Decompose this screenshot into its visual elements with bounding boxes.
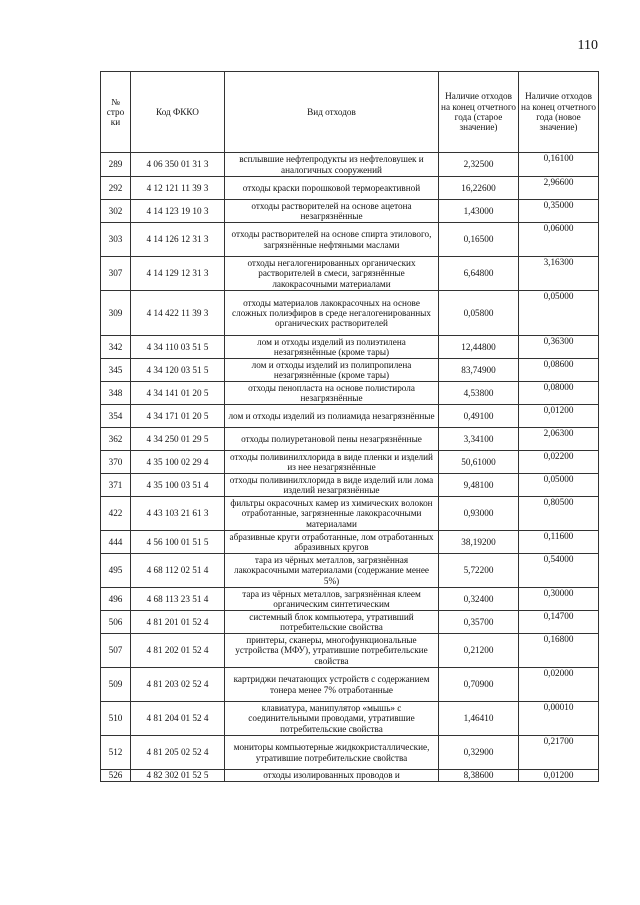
- old-value-cell: 0,32400: [439, 588, 519, 611]
- table-row: [101, 451, 599, 474]
- waste-type-cell: лом и отходы изделий из полиэтилена незагрязнённые (кроме тары): [225, 336, 439, 359]
- old-value-cell: 38,19200: [439, 531, 519, 554]
- new-value-cell: 2,96600: [519, 177, 599, 200]
- fkko-code-cell: 4 81 205 02 52 4: [131, 736, 225, 770]
- row-number-cell: 495: [101, 554, 131, 588]
- new-value-cell: 0,11600: [519, 531, 599, 554]
- fkko-code-cell: 4 14 126 12 31 3: [131, 223, 225, 257]
- waste-table: [100, 71, 599, 782]
- table-row: [101, 153, 599, 177]
- waste-type-cell: принтеры, сканеры, многофункциональные устройства (МФУ), утратившие потребительские свойства: [225, 634, 439, 668]
- fkko-code-cell: 4 14 129 12 31 3: [131, 257, 225, 291]
- row-number-cell: 289: [101, 153, 131, 177]
- waste-type-cell: отходы растворителей на основе ацетона незагрязнённые: [225, 200, 439, 223]
- table-row: [101, 702, 599, 736]
- table-row: [101, 359, 599, 382]
- fkko-code-cell: 4 68 113 23 51 4: [131, 588, 225, 611]
- old-value-cell: 0,21200: [439, 634, 519, 668]
- new-value-cell: 0,02000: [519, 668, 599, 702]
- table-row: [101, 382, 599, 405]
- old-value-cell: 4,53800: [439, 382, 519, 405]
- new-value-cell: 0,01200: [519, 770, 599, 782]
- waste-type-cell: отходы растворителей на основе спирта этилового, загрязнённые нефтяными маслами: [225, 223, 439, 257]
- old-value-cell: 16,22600: [439, 177, 519, 200]
- new-value-cell: 0,16800: [519, 634, 599, 668]
- fkko-code-cell: 4 43 103 21 61 3: [131, 497, 225, 531]
- page-number: 110: [577, 38, 598, 53]
- fkko-code-cell: 4 34 120 03 51 5: [131, 359, 225, 382]
- waste-type-cell: картриджи печатающих устройств с содержанием тонера менее 7% отработанные: [225, 668, 439, 702]
- waste-type-cell: отходы поливинилхлорида в виде изделий или лома изделий незагрязнённые: [225, 474, 439, 497]
- table-row: [101, 223, 599, 257]
- waste-type-cell: системный блок компьютера, утративший потребительские свойства: [225, 611, 439, 634]
- header-type: Вид отходов: [225, 72, 439, 153]
- fkko-code-cell: 4 35 100 02 29 4: [131, 451, 225, 474]
- new-value-cell: 0,80500: [519, 497, 599, 531]
- old-value-cell: 3,34100: [439, 428, 519, 451]
- table-row: [101, 257, 599, 291]
- fkko-code-cell: 4 06 350 01 31 3: [131, 153, 225, 177]
- old-value-cell: 0,35700: [439, 611, 519, 634]
- table-row: [101, 428, 599, 451]
- table-row: [101, 336, 599, 359]
- row-number-cell: 354: [101, 405, 131, 428]
- fkko-code-cell: 4 81 204 01 52 4: [131, 702, 225, 736]
- table-row: [101, 554, 599, 588]
- table-row: [101, 770, 599, 782]
- old-value-cell: 1,43000: [439, 200, 519, 223]
- waste-type-cell: тара из чёрных металлов, загрязнённая лакокрасочными материалами (содержание менее 5%): [225, 554, 439, 588]
- table-body: [101, 153, 599, 782]
- old-value-cell: 8,38600: [439, 770, 519, 782]
- row-number-cell: 362: [101, 428, 131, 451]
- waste-type-cell: отходы пенопласта на основе полистирола незагрязнённые: [225, 382, 439, 405]
- waste-type-cell: лом и отходы изделий из полиамида незагрязнённые: [225, 405, 439, 428]
- row-number-cell: 292: [101, 177, 131, 200]
- row-number-cell: 510: [101, 702, 131, 736]
- waste-type-cell: отходы поливинилхлорида в виде пленки и изделий из нее незагрязнённые: [225, 451, 439, 474]
- new-value-cell: 0,30000: [519, 588, 599, 611]
- table-row: [101, 405, 599, 428]
- row-number-cell: 496: [101, 588, 131, 611]
- new-value-cell: 0,16100: [519, 153, 599, 177]
- waste-type-cell: отходы материалов лакокрасочных на основе сложных полиэфиров в среде негалогенированных органических растворителей: [225, 291, 439, 336]
- table-row: [101, 634, 599, 668]
- old-value-cell: 0,16500: [439, 223, 519, 257]
- new-value-cell: 0,08600: [519, 359, 599, 382]
- row-number-cell: 371: [101, 474, 131, 497]
- row-number-cell: 509: [101, 668, 131, 702]
- waste-type-cell: всплывшие нефтепродукты из нефтеловушек и аналогичных сооружений: [225, 153, 439, 177]
- fkko-code-cell: 4 81 203 02 52 4: [131, 668, 225, 702]
- old-value-cell: 50,61000: [439, 451, 519, 474]
- row-number-cell: 348: [101, 382, 131, 405]
- waste-type-cell: отходы негалогенированных органических растворителей в смеси, загрязнённые лакокрасочными материалами: [225, 257, 439, 291]
- new-value-cell: 0,54000: [519, 554, 599, 588]
- waste-type-cell: клавиатура, манипулятор «мышь» с соединительными проводами, утратившие потребительские свойства: [225, 702, 439, 736]
- waste-type-cell: мониторы компьютерные жидкокристаллические, утратившие потребительские свойства: [225, 736, 439, 770]
- fkko-code-cell: 4 34 171 01 20 5: [131, 405, 225, 428]
- table-row: [101, 736, 599, 770]
- new-value-cell: 0,01200: [519, 405, 599, 428]
- table-row: [101, 200, 599, 223]
- row-number-cell: 370: [101, 451, 131, 474]
- row-number-cell: 422: [101, 497, 131, 531]
- old-value-cell: 0,70900: [439, 668, 519, 702]
- old-value-cell: 6,64800: [439, 257, 519, 291]
- fkko-code-cell: 4 68 112 02 51 4: [131, 554, 225, 588]
- fkko-code-cell: 4 35 100 03 51 4: [131, 474, 225, 497]
- fkko-code-cell: 4 56 100 01 51 5: [131, 531, 225, 554]
- old-value-cell: 0,49100: [439, 405, 519, 428]
- row-number-cell: 345: [101, 359, 131, 382]
- waste-type-cell: отходы полиуретановой пены незагрязнённые: [225, 428, 439, 451]
- header-new-value: Наличие отходов на конец отчетного года (новое значение): [519, 72, 599, 153]
- new-value-cell: 0,35000: [519, 200, 599, 223]
- table-row: [101, 177, 599, 200]
- row-number-cell: 444: [101, 531, 131, 554]
- table-row: [101, 531, 599, 554]
- waste-type-cell: абразивные круги отработанные, лом отработанных абразивных кругов: [225, 531, 439, 554]
- new-value-cell: 3,16300: [519, 257, 599, 291]
- fkko-code-cell: 4 14 123 19 10 3: [131, 200, 225, 223]
- header-old-value: Наличие отходов на конец отчетного года (старое значение): [439, 72, 519, 153]
- fkko-code-cell: 4 12 121 11 39 3: [131, 177, 225, 200]
- old-value-cell: 9,48100: [439, 474, 519, 497]
- header-row-no: № стро ки: [101, 72, 131, 153]
- new-value-cell: 0,08000: [519, 382, 599, 405]
- old-value-cell: 83,74900: [439, 359, 519, 382]
- row-number-cell: 307: [101, 257, 131, 291]
- waste-type-cell: отходы изолированных проводов и: [225, 770, 439, 782]
- old-value-cell: 0,93000: [439, 497, 519, 531]
- old-value-cell: 0,05800: [439, 291, 519, 336]
- table-row: [101, 588, 599, 611]
- fkko-code-cell: 4 34 110 03 51 5: [131, 336, 225, 359]
- old-value-cell: 5,72200: [439, 554, 519, 588]
- row-number-cell: 342: [101, 336, 131, 359]
- row-number-cell: 526: [101, 770, 131, 782]
- fkko-code-cell: 4 81 202 01 52 4: [131, 634, 225, 668]
- row-number-cell: 512: [101, 736, 131, 770]
- row-number-cell: 303: [101, 223, 131, 257]
- old-value-cell: 12,44800: [439, 336, 519, 359]
- table-row: [101, 474, 599, 497]
- new-value-cell: 0,14700: [519, 611, 599, 634]
- new-value-cell: 2,06300: [519, 428, 599, 451]
- new-value-cell: 0,21700: [519, 736, 599, 770]
- waste-type-cell: лом и отходы изделий из полипропилена незагрязнённые (кроме тары): [225, 359, 439, 382]
- table-row: [101, 611, 599, 634]
- old-value-cell: 1,46410: [439, 702, 519, 736]
- table-row: [101, 497, 599, 531]
- new-value-cell: 0,02200: [519, 451, 599, 474]
- old-value-cell: 0,32900: [439, 736, 519, 770]
- new-value-cell: 0,36300: [519, 336, 599, 359]
- old-value-cell: 2,32500: [439, 153, 519, 177]
- fkko-code-cell: 4 34 141 01 20 5: [131, 382, 225, 405]
- fkko-code-cell: 4 82 302 01 52 5: [131, 770, 225, 782]
- new-value-cell: 0,05000: [519, 474, 599, 497]
- waste-type-cell: фильтры окрасочных камер из химических волокон отработанные, загрязненные лакокрасочными материалами: [225, 497, 439, 531]
- fkko-code-cell: 4 34 250 01 29 5: [131, 428, 225, 451]
- table-row: [101, 668, 599, 702]
- table-header-row: [101, 72, 599, 153]
- row-number-cell: 302: [101, 200, 131, 223]
- waste-type-cell: отходы краски порошковой термореактивной: [225, 177, 439, 200]
- table-row: [101, 291, 599, 336]
- row-number-cell: 506: [101, 611, 131, 634]
- waste-type-cell: тара из чёрных металлов, загрязнённая клеем органическим синтетическим: [225, 588, 439, 611]
- fkko-code-cell: 4 14 422 11 39 3: [131, 291, 225, 336]
- new-value-cell: 0,06000: [519, 223, 599, 257]
- row-number-cell: 309: [101, 291, 131, 336]
- header-code: Код ФККО: [131, 72, 225, 153]
- row-number-cell: 507: [101, 634, 131, 668]
- new-value-cell: 0,05000: [519, 291, 599, 336]
- fkko-code-cell: 4 81 201 01 52 4: [131, 611, 225, 634]
- new-value-cell: 0,00010: [519, 702, 599, 736]
